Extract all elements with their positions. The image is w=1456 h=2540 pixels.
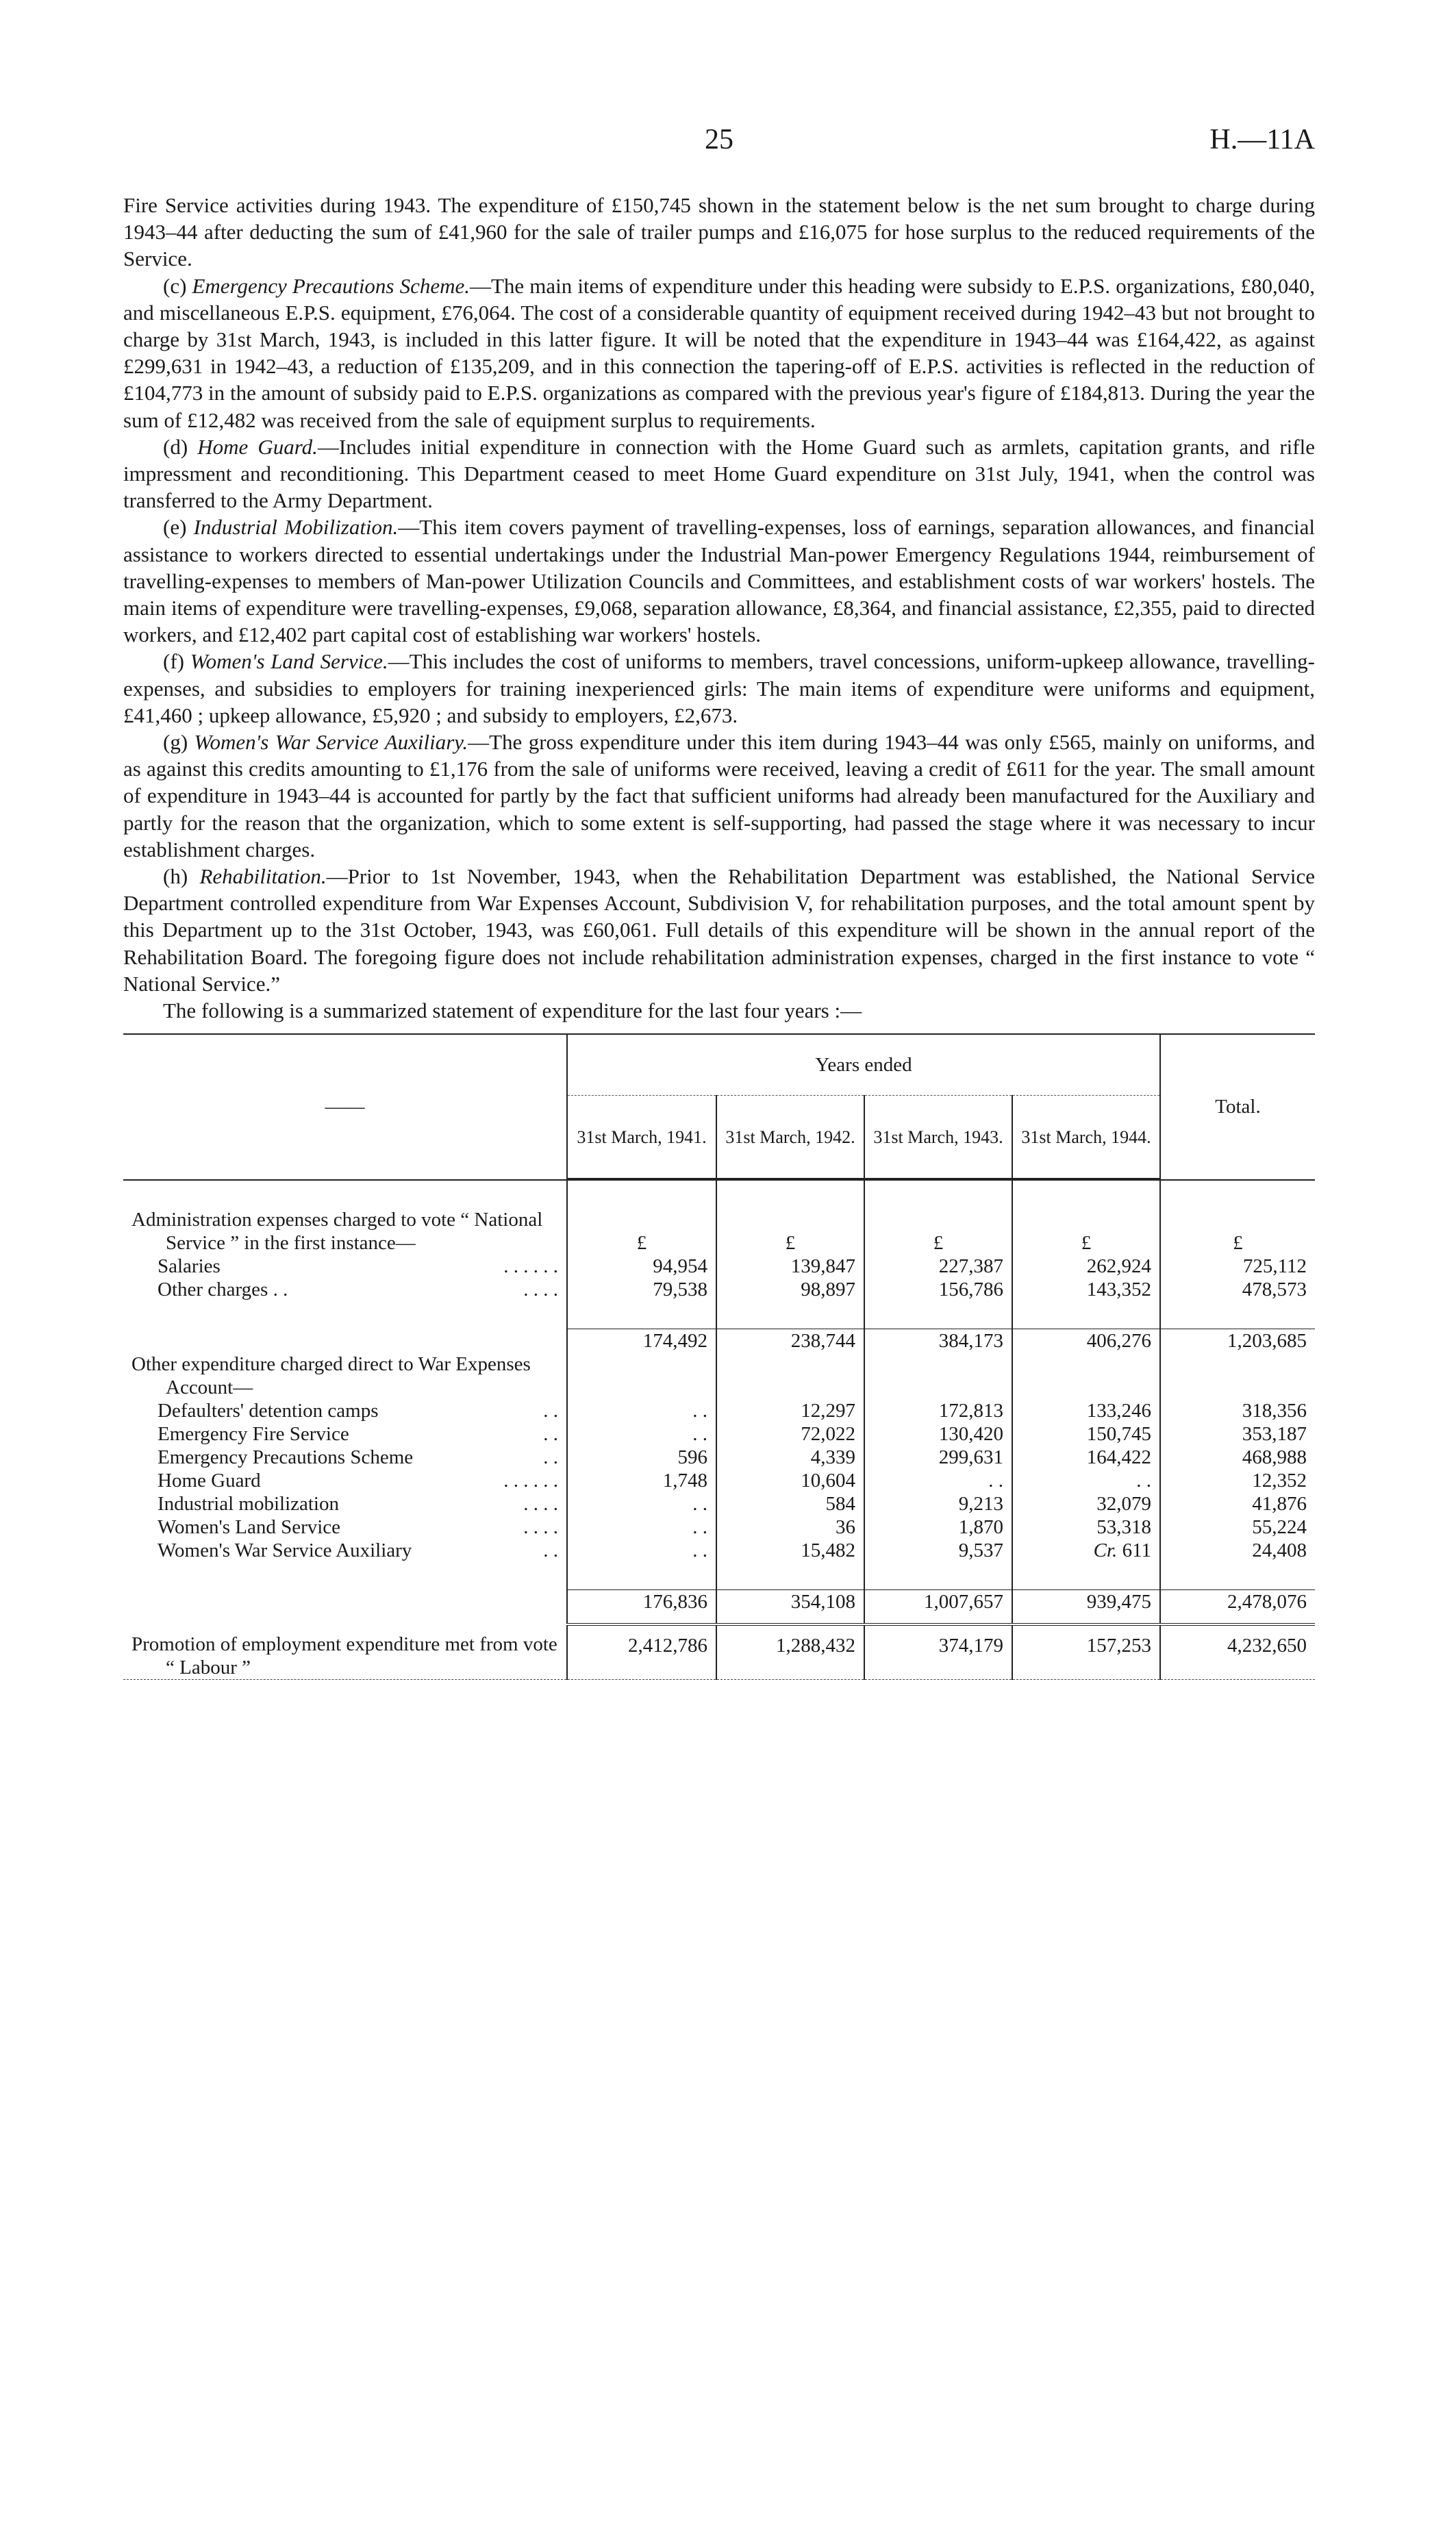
- currency-symbol: £: [716, 1208, 864, 1255]
- subtotal-value: 176,836: [567, 1590, 716, 1625]
- paragraph-heading: Industrial Mobilization.: [193, 515, 399, 540]
- dot-leaders: . . . .: [523, 1516, 558, 1539]
- paragraph-heading: Rehabilitation.: [199, 864, 327, 889]
- cell-value: 79,538: [567, 1278, 716, 1301]
- paragraph-c: (c) Emergency Precautions Scheme.—The main items of expenditure under this heading were subsidy to E.P.S. organizations, £80,040, and miscellaneous E.P.S. equipment, £76,064. The cost of a considerable quantity of equipment received during 1942–43 but not brought to charge by 31st March, 1943, is included in this latter figure. It will be noted that the expenditure in 1943–44 was £164,422, as against £299,631 in 1942–43, a reduction of £135,209, and in this connection the tapering-off of E.P.S. activities is reflected in the reduction of £104,773 in the amount of subsidy paid to E.P.S. organizations as compared with the previous year's figure of £184,813. During the year the sum of £12,482 was received from the sale of equipment surplus to requirements.: [123, 273, 1315, 432]
- table-row: [123, 1469, 1315, 1492]
- table-row: [123, 1492, 1315, 1516]
- stub-header-dash: ——: [123, 1034, 567, 1179]
- other-heading: Other expenditure charged direct to War Expenses Account—: [131, 1353, 531, 1399]
- table-row: [123, 1255, 1315, 1278]
- cell-value: 143,352: [1012, 1278, 1160, 1301]
- paragraph-h: (h) Rehabilitation.—Prior to 1st November, 1943, when the Rehabilitation Department was established, the National Service Department controlled expenditure from War Expenses Account, Subdivision V, for rehabilitation purposes, and the total amount spent by this Department up to the 31st October, 1943, was £60,061. Full details of this expenditure will be shown in the annual report of the Rehabilitation Board. The foregoing figure does not include rehabilitation administration expenses, charged in the first instance to vote “ National Service.”: [123, 864, 1315, 996]
- dot-leaders: . . . . . .: [503, 1470, 558, 1492]
- paragraph-f: (f) Women's Land Service.—This includes the cost of uniforms to members, travel concessions, uniform-upkeep allowance, travelling-expenses, and subsidies to employers for training inexperienced girls: The main items of expenditure were uniforms and equipment, £41,460 ; upkeep allowance, £5,920 ; and subsidy to employers, £2,673.: [123, 649, 1315, 727]
- table-row: [123, 1446, 1315, 1469]
- cell-value: 374,179: [864, 1624, 1012, 1680]
- cell-value: 24,408: [1160, 1539, 1315, 1562]
- body-text: [123, 192, 1315, 1024]
- year-header-1943: 31st March, 1943.: [864, 1096, 1012, 1179]
- table-row: [123, 1278, 1315, 1301]
- cell-value: . .: [567, 1516, 716, 1539]
- row-label: Women's Land Service: [158, 1516, 341, 1539]
- cell-value: 4,232,650: [1160, 1624, 1315, 1680]
- promotion-row: [123, 1624, 1315, 1680]
- cell-value: 1,870: [864, 1516, 1012, 1539]
- cell-value: 12,352: [1160, 1469, 1315, 1492]
- currency-symbol: £: [1160, 1208, 1315, 1255]
- cell-value: 41,876: [1160, 1492, 1315, 1516]
- dot-leaders: . . . .: [523, 1279, 558, 1301]
- currency-symbol: £: [1012, 1208, 1160, 1255]
- cell-value: . .: [1012, 1469, 1160, 1492]
- year-header-1941: 31st March, 1941.: [567, 1096, 716, 1179]
- currency-symbol: £: [567, 1208, 716, 1255]
- dot-leaders: . .: [543, 1400, 558, 1422]
- cell-value: . .: [567, 1539, 716, 1562]
- cell-value: 36: [716, 1516, 864, 1539]
- table-row: [123, 1539, 1315, 1562]
- cell-value: 15,482: [716, 1539, 864, 1562]
- cell-value: . .: [864, 1469, 1012, 1492]
- promotion-label: Promotion of employment expenditure met from vote “ Labour ”: [131, 1633, 557, 1679]
- paragraph-heading: Women's Land Service.: [190, 649, 388, 674]
- cell-value: 318,356: [1160, 1399, 1315, 1422]
- paragraph-d: (d) Home Guard.—Includes initial expenditure in connection with the Home Guard such as armlets, capitation grants, and rifle impressment and reconditioning. This Department ceased to meet Home Guard expenditure on 31st July, 1941, when the control was transferred to the Army Department.: [123, 434, 1315, 513]
- paragraph-heading: Women's War Service Auxiliary.: [194, 730, 468, 755]
- cell-value: 1,288,432: [716, 1624, 864, 1680]
- cell-value: 12,297: [716, 1399, 864, 1422]
- cell-value: 4,339: [716, 1446, 864, 1469]
- cell-value: 130,420: [864, 1422, 1012, 1446]
- table-bottom-rule: [123, 1680, 1315, 1685]
- admin-heading-row: [123, 1208, 1315, 1255]
- subtotal-value: 939,475: [1012, 1590, 1160, 1625]
- subtotal-value: 174,492: [567, 1329, 716, 1353]
- row-label: Emergency Precautions Scheme: [158, 1446, 414, 1469]
- table-row: [123, 1399, 1315, 1422]
- paragraph-e: (e) Industrial Mobilization.—This item covers payment of travelling-expenses, loss of earnings, separation allowances, and financial assistance to workers directed to essential undertakings under the Industrial Man-power Emergency Regulations 1944, reimbursement of travelling-expenses to members of Man-power Utilization Councils and Committees, and establishment costs of war workers' hostels. The main items of expenditure were travelling-expenses, £9,068, separation allowance, £8,364, and financial assistance, £2,355, paid to directed workers, and £12,402 part capital cost of establishing war workers' hostels.: [123, 515, 1315, 647]
- cell-value: 72,022: [716, 1422, 864, 1446]
- cell-value: 1,748: [567, 1469, 716, 1492]
- subtotal-value: 1,007,657: [864, 1590, 1012, 1625]
- expenditure-table: [123, 1033, 1315, 1684]
- dot-leaders: . .: [543, 1539, 558, 1562]
- subtotal-value: 2,478,076: [1160, 1590, 1315, 1625]
- year-header-1942: 31st March, 1942.: [716, 1096, 864, 1179]
- table-row: [123, 1516, 1315, 1539]
- cell-value: 262,924: [1012, 1255, 1160, 1278]
- cell-value: 156,786: [864, 1278, 1012, 1301]
- credit-marker: Cr.: [1093, 1539, 1118, 1562]
- cell-value: 299,631: [864, 1446, 1012, 1469]
- cell-value: 94,954: [567, 1255, 716, 1278]
- cell-value: 98,897: [716, 1278, 864, 1301]
- cell-value: 55,224: [1160, 1516, 1315, 1539]
- cell-value: 227,387: [864, 1255, 1012, 1278]
- cell-value: 139,847: [716, 1255, 864, 1278]
- cell-value: 133,246: [1012, 1399, 1160, 1422]
- subtotal-value: 1,203,685: [1160, 1329, 1315, 1353]
- subtotal-value: 406,276: [1012, 1329, 1160, 1353]
- cell-value: 32,079: [1012, 1492, 1160, 1516]
- total-header: Total.: [1160, 1034, 1315, 1179]
- cell-value: 353,187: [1160, 1422, 1315, 1446]
- admin-heading: Administration expenses charged to vote “ National Service ” in the first instance—: [131, 1209, 543, 1255]
- paragraph-g: (g) Women's War Service Auxiliary.—The gross expenditure under this item during 1943–44 was only £565, mainly on uniforms, and as against this credits amounting to £1,176 from the sale of uniforms were received, leaving a credit of £611 for the year. The small amount of expenditure in 1943–44 is accounted for partly by the fact that sufficient uniforms had already been manufactured for the Auxiliary and partly for the reason that the organization, which to some extent is self-supporting, had passed the stage where it was necessary to incur establishment charges.: [123, 730, 1316, 862]
- cell-value: . .: [567, 1399, 716, 1422]
- cell-value: 725,112: [1160, 1255, 1315, 1278]
- row-label: Other charges . .: [158, 1279, 288, 1301]
- paragraph-heading: Emergency Precautions Scheme.: [192, 273, 470, 298]
- years-ended-header: Years ended: [567, 1034, 1160, 1096]
- cell-value: 2,412,786: [567, 1624, 716, 1680]
- table-intro: The following is a summarized statement of expenditure for the last four years :—: [163, 998, 862, 1023]
- cell-value: 157,253: [1012, 1624, 1160, 1680]
- cell-value: 596: [567, 1446, 716, 1469]
- grand-subtotal-row: [123, 1590, 1315, 1625]
- subtotal-value: 354,108: [716, 1590, 864, 1625]
- subtotal-value: 238,744: [716, 1329, 864, 1353]
- subtotal-value: 384,173: [864, 1329, 1012, 1353]
- cell-value: 9,537: [864, 1539, 1012, 1562]
- paragraph-fire-service: Fire Service activities during 1943. The expenditure of £150,745 shown in the statement below is the net sum brought to charge during 1943–44 after deducting the sum of £41,960 for the sale of trailer pumps and £16,075 for hose surplus to the reduced requirements of the Service.: [123, 193, 1315, 271]
- row-label: Industrial mobilization: [158, 1493, 339, 1516]
- cell-value: 9,213: [864, 1492, 1012, 1516]
- cell-value: 468,988: [1160, 1446, 1315, 1469]
- cell-value: 164,422: [1012, 1446, 1160, 1469]
- cell-value: 172,813: [864, 1399, 1012, 1422]
- table-row: [123, 1422, 1315, 1446]
- admin-subtotal-row: [123, 1329, 1315, 1353]
- row-label: Women's War Service Auxiliary: [158, 1539, 412, 1562]
- cell-value: 10,604: [716, 1469, 864, 1492]
- other-heading-row: [123, 1353, 1315, 1399]
- document-reference: H.—11A: [1209, 124, 1315, 155]
- page-header: [123, 123, 1315, 171]
- cell-value: Cr. 611: [1012, 1539, 1160, 1562]
- row-label: Home Guard: [158, 1470, 261, 1492]
- row-label: Salaries: [158, 1255, 221, 1278]
- paragraph-heading: Home Guard.: [197, 434, 318, 459]
- row-label: Defaulters' detention camps: [158, 1400, 379, 1422]
- cell-value: 478,573: [1160, 1278, 1315, 1301]
- dot-leaders: . .: [543, 1423, 558, 1446]
- dot-leaders: . .: [543, 1446, 558, 1469]
- currency-symbol: £: [864, 1208, 1012, 1255]
- row-label: Emergency Fire Service: [158, 1423, 349, 1446]
- page-number: 25: [705, 124, 733, 155]
- cell-value: 53,318: [1012, 1516, 1160, 1539]
- dot-leaders: . . . .: [523, 1493, 558, 1516]
- cell-value: 150,745: [1012, 1422, 1160, 1446]
- cell-value: . .: [567, 1422, 716, 1446]
- cell-value: . .: [567, 1492, 716, 1516]
- cell-value: 584: [716, 1492, 864, 1516]
- dot-leaders: . . . . . .: [503, 1255, 558, 1278]
- year-header-1944: 31st March, 1944.: [1012, 1096, 1160, 1179]
- document-page: [123, 123, 1315, 1684]
